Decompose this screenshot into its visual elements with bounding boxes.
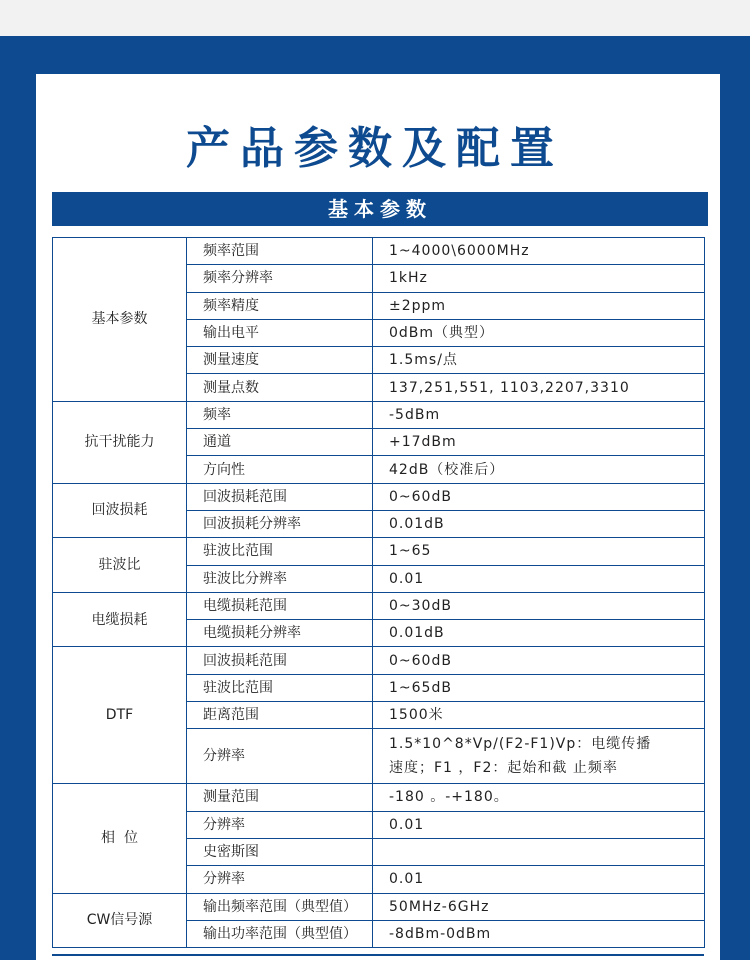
param-value: 1.5ms/点 <box>373 347 705 374</box>
param-name: 频率分辨率 <box>187 265 373 292</box>
param-value: 0.01 <box>373 565 705 592</box>
param-name: 分辨率 <box>187 866 373 893</box>
group-label-cable-loss: 电缆损耗 <box>53 592 187 647</box>
param-value: 0~60dB <box>373 483 705 510</box>
table-row <box>53 401 705 428</box>
param-name: 驻波比范围 <box>187 538 373 565</box>
param-value: 1~65dB <box>373 674 705 701</box>
param-value: 0.01 <box>373 811 705 838</box>
param-value: 0~60dB <box>373 647 705 674</box>
param-name: 分辨率 <box>187 811 373 838</box>
param-name: 回波损耗范围 <box>187 647 373 674</box>
param-value: 1kHz <box>373 265 705 292</box>
table-row <box>53 592 705 619</box>
table-row <box>53 784 705 811</box>
group-label-basic: 基本参数 <box>53 238 187 402</box>
param-value: 50MHz-6GHz <box>373 893 705 920</box>
param-value: -5dBm <box>373 401 705 428</box>
param-name: 方向性 <box>187 456 373 483</box>
param-value-line: 速度；F1 ，F2：起始和截 止频率 <box>389 760 618 777</box>
param-name: 史密斯图 <box>187 838 373 865</box>
param-name: 回波损耗范围 <box>187 483 373 510</box>
param-value <box>373 838 705 865</box>
param-value: 0.01dB <box>373 510 705 537</box>
param-name: 测量点数 <box>187 374 373 401</box>
param-value: 1~65 <box>373 538 705 565</box>
param-name: 测量范围 <box>187 784 373 811</box>
param-name: 输出功率范围（典型值） <box>187 920 373 947</box>
param-value: ±2ppm <box>373 292 705 319</box>
param-name: 分辨率 <box>187 729 373 784</box>
table-row <box>53 893 705 920</box>
group-label-return-loss: 回波损耗 <box>53 483 187 538</box>
group-label-interference: 抗干扰能力 <box>53 401 187 483</box>
table-row <box>53 647 705 674</box>
group-label-cw-source: CW信号源 <box>53 893 187 948</box>
param-name: 频率 <box>187 401 373 428</box>
table-row <box>53 483 705 510</box>
param-value: 1~4000\6000MHz <box>373 238 705 265</box>
param-name: 距离范围 <box>187 702 373 729</box>
param-name: 通道 <box>187 429 373 456</box>
param-value: 0dBm（典型） <box>373 319 705 346</box>
table-row <box>53 538 705 565</box>
param-value: 0.01 <box>373 866 705 893</box>
param-value <box>373 729 705 784</box>
group-label-phase: 相 位 <box>53 784 187 893</box>
section-divider <box>52 954 704 956</box>
param-name: 驻波比范围 <box>187 674 373 701</box>
table-row <box>53 238 705 265</box>
param-value: +17dBm <box>373 429 705 456</box>
param-name: 输出频率范围（典型值） <box>187 893 373 920</box>
param-value: 1500米 <box>373 702 705 729</box>
section-header: 基本参数 <box>52 192 708 226</box>
param-value-line: 1.5*10^8*Vp/(F2-F1)Vp：电缆传播 <box>389 736 652 753</box>
param-name: 测量速度 <box>187 347 373 374</box>
group-label-vswr: 驻波比 <box>53 538 187 593</box>
param-value: -8dBm-0dBm <box>373 920 705 947</box>
param-name: 输出电平 <box>187 319 373 346</box>
param-name: 频率精度 <box>187 292 373 319</box>
param-name: 频率范围 <box>187 238 373 265</box>
param-value: 137,251,551, 1103,2207,3310 <box>373 374 705 401</box>
param-value: 42dB（校准后） <box>373 456 705 483</box>
param-name: 电缆损耗范围 <box>187 592 373 619</box>
param-value: -180 。-+180。 <box>373 784 705 811</box>
param-name: 驻波比分辨率 <box>187 565 373 592</box>
param-name: 回波损耗分辨率 <box>187 510 373 537</box>
param-value: 0~30dB <box>373 592 705 619</box>
page-title: 产品参数及配置 <box>186 123 564 174</box>
param-name: 电缆损耗分辨率 <box>187 620 373 647</box>
spec-table <box>52 237 705 948</box>
group-label-dtf: DTF <box>53 647 187 784</box>
param-value: 0.01dB <box>373 620 705 647</box>
